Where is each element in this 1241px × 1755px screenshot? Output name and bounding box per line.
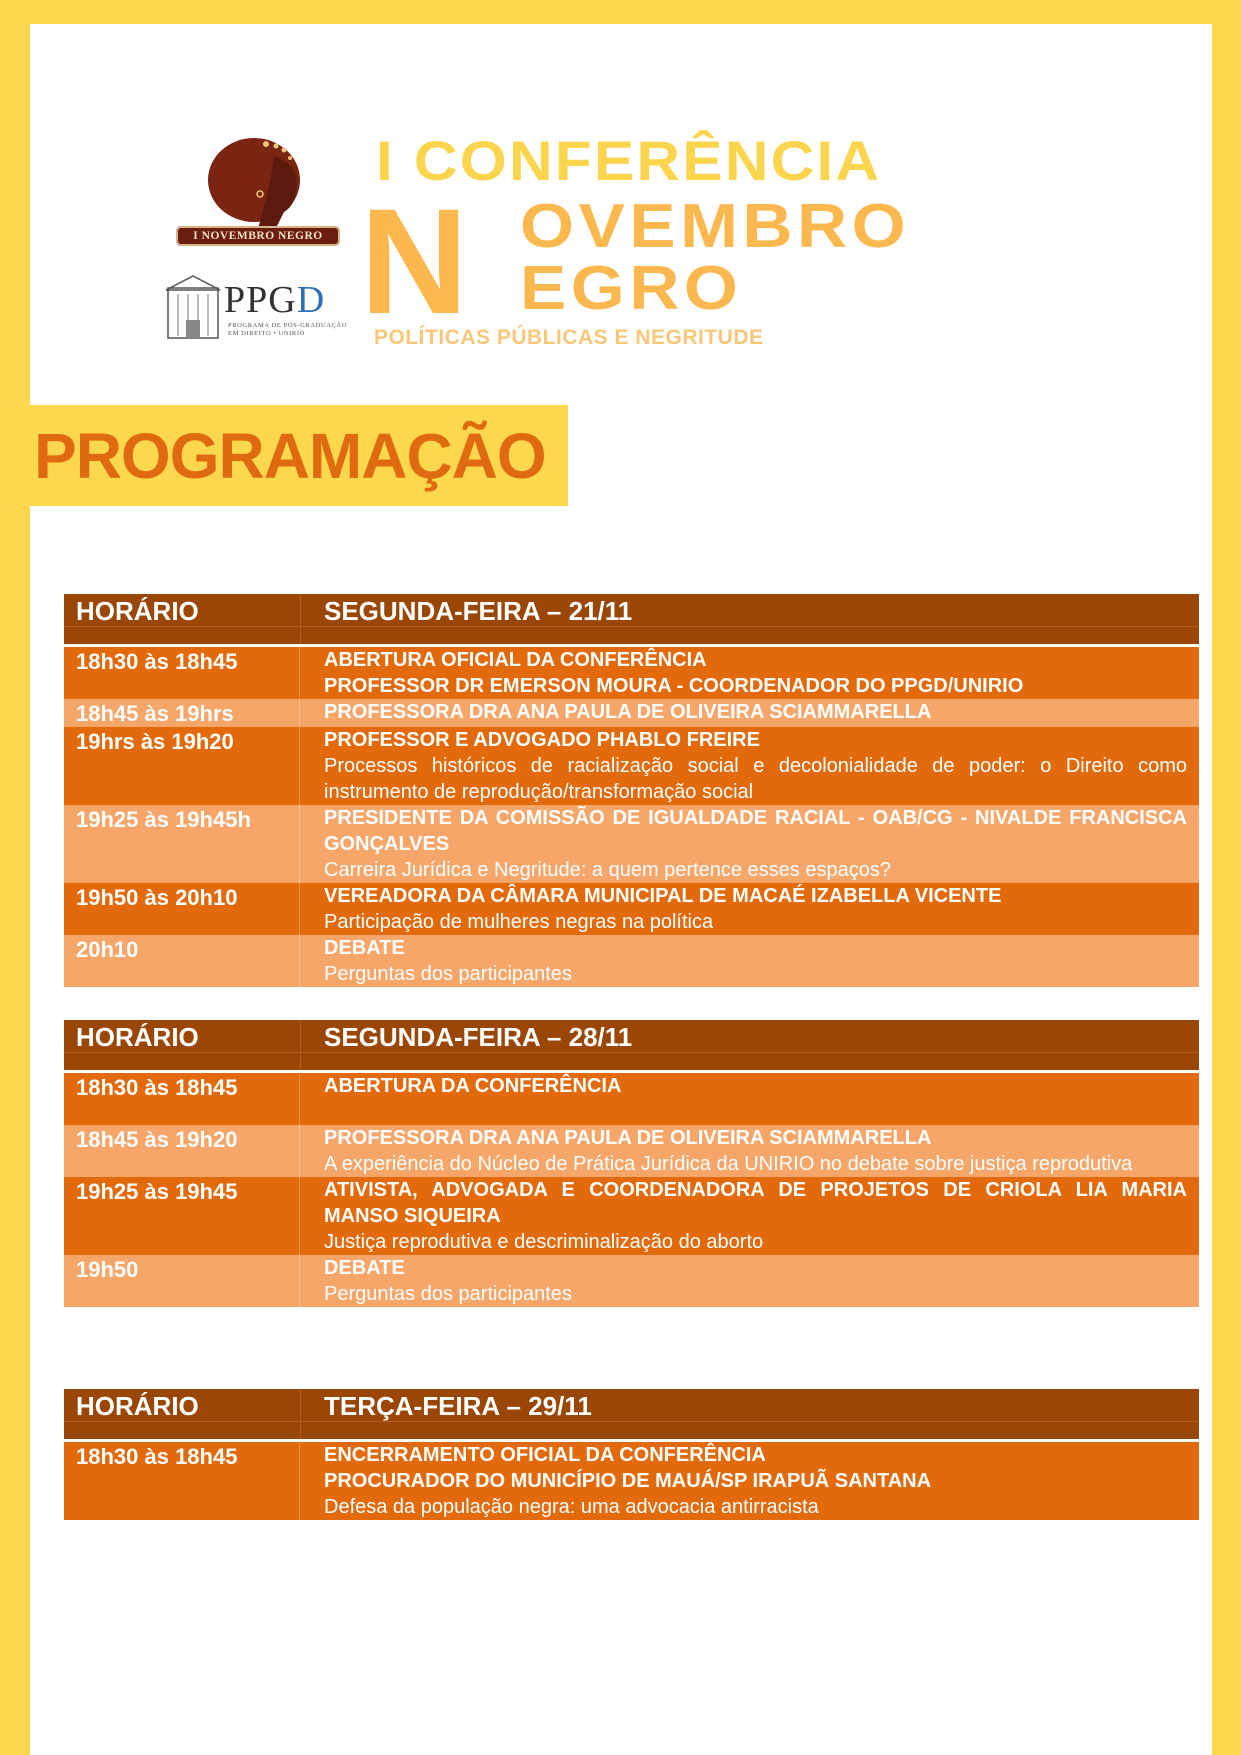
session-cell [312,935,1199,987]
session-topic: Justiça reprodutiva e descriminalização do aborto [324,1231,764,1253]
time-column-header: HORÁRIO [76,1022,199,1052]
time-column-header: HORÁRIO [76,1391,199,1421]
day-column-header: TERÇA-FEIRA – 29/11 [324,1391,592,1421]
column-divider [300,1020,301,1070]
session-cell [312,699,1199,727]
session-speaker: PROFESSOR E ADVOGADO PHABLO FREIRE [324,729,760,751]
session-cell [312,1073,1199,1125]
section-title: PROGRAMAÇÃO [34,420,546,492]
session-topic: Perguntas dos participantes [324,963,572,985]
day-column-header: SEGUNDA-FEIRA – 21/11 [324,596,633,626]
column-divider [300,594,301,644]
table-header [64,1389,1199,1442]
session-speaker: PROFESSORA DRA ANA PAULA DE OLIVEIRA SCIAMMARELLA [324,1127,932,1149]
session-topic: Participação de mulheres negras na política [324,911,714,933]
conference-title-line1: I CONFERÊNCIA [376,129,882,192]
conference-title-n: N [360,177,469,345]
session-cell [312,727,1199,805]
session-cell [312,647,1199,699]
schedule-row [64,883,1199,935]
time-cell: 19h50 às 20h10 [64,883,300,935]
schedule-row [64,1177,1199,1255]
time-cell: 18h30 às 18h45 [64,1073,300,1125]
session-speaker: ENCERRAMENTO OFICIAL DA CONFERÊNCIA [324,1444,766,1466]
session-cell [312,1442,1199,1520]
schedule-row [64,1073,1199,1125]
conference-banner [30,24,1212,364]
schedule-row [64,647,1199,699]
session-cell [312,1177,1199,1255]
session-topic: Perguntas dos participantes [324,1283,572,1305]
schedule-row [64,699,1199,727]
session-cell [312,1255,1199,1307]
session-speaker: DEBATE [324,1257,405,1279]
day-column-header: SEGUNDA-FEIRA – 28/11 [324,1022,633,1052]
time-cell: 18h30 às 18h45 [64,647,300,699]
ppgd-logo: PPGD [224,279,326,321]
time-cell: 19h25 às 19h45 [64,1177,300,1255]
novembro-negro-badge: I NOVEMBRO NEGRO [176,226,340,246]
time-cell: 18h30 às 18h45 [64,1442,300,1520]
session-speaker: PROFESSOR DR EMERSON MOURA - COORDENADOR DO PPGD/UNIRIO [324,675,1024,697]
schedule-row [64,727,1199,805]
session-topic: Defesa da população negra: uma advocacia antirracista [324,1496,819,1518]
session-speaker: ATIVISTA, ADVOGADA E COORDENADORA DE PROJETOS DE CRIOLA LIA MARIA MANSO SIQUEIRA [324,1179,1187,1227]
session-speaker: VEREADORA DA CÂMARA MUNICIPAL DE MACAÉ IZABELLA VICENTE [324,885,1002,907]
session-speaker: PROCURADOR DO MUNICÍPIO DE MAUÁ/SP IRAPUÃ SANTANA [324,1470,932,1492]
schedule-table [64,1020,1199,1307]
session-speaker: ABERTURA OFICIAL DA CONFERÊNCIA [324,649,707,671]
schedule-table [64,594,1199,987]
building-icon [164,274,222,340]
conference-subtitle: POLÍTICAS PÚBLICAS E NEGRITUDE [374,326,764,349]
time-cell: 20h10 [64,935,300,987]
session-cell [312,1125,1199,1177]
session-speaker: PRESIDENTE DA COMISSÃO DE IGUALDADE RACIAL - OAB/CG - NIVALDE FRANCISCA GONÇALVES [324,807,1187,855]
session-cell [312,805,1199,883]
conference-logos [164,136,374,346]
section-heading [30,405,568,506]
empty-line [324,1099,1187,1125]
session-topic: Processos históricos de racialização social e decolonialidade de poder: o Direito como instrumento de reprodução/transformação social [324,755,1187,803]
header-rule [64,1421,1199,1422]
time-cell: 19h50 [64,1255,300,1307]
schedule-row [64,805,1199,883]
session-speaker: DEBATE [324,937,405,959]
session-speaker: PROFESSORA DRA ANA PAULA DE OLIVEIRA SCIAMMARELLA [324,701,932,723]
schedule-row [64,1255,1199,1307]
time-cell: 19h25 às 19h45h [64,805,300,883]
session-cell [312,883,1199,935]
table-header [64,594,1199,647]
session-topic: Carreira Jurídica e Negritude: a quem pertence esses espaços? [324,859,891,881]
ppgd-subtitle: PROGRAMA DE PÓS-GRADUAÇÃO EM DIREITO • UNIRIO [228,322,348,337]
time-column-header: HORÁRIO [76,596,199,626]
time-cell: 19hrs às 19h20 [64,727,300,805]
schedule-row [64,935,1199,987]
time-cell: 18h45 às 19hrs [64,699,300,727]
schedule-row [64,1125,1199,1177]
program-page [30,24,1212,1755]
column-divider [300,1389,301,1439]
table-header [64,1020,1199,1073]
time-cell: 18h45 às 19h20 [64,1125,300,1177]
session-topic: A experiência do Núcleo de Prática Jurídica da UNIRIO no debate sobre justiça reprodutiva [324,1153,1133,1175]
schedule-row [64,1442,1199,1520]
afro-head-icon [204,136,314,232]
conference-title-egro: EGRO [520,254,743,323]
conference-title-ovembro: OVEMBRO [520,192,911,261]
session-speaker: ABERTURA DA CONFERÊNCIA [324,1075,622,1097]
schedule-table [64,1389,1199,1520]
